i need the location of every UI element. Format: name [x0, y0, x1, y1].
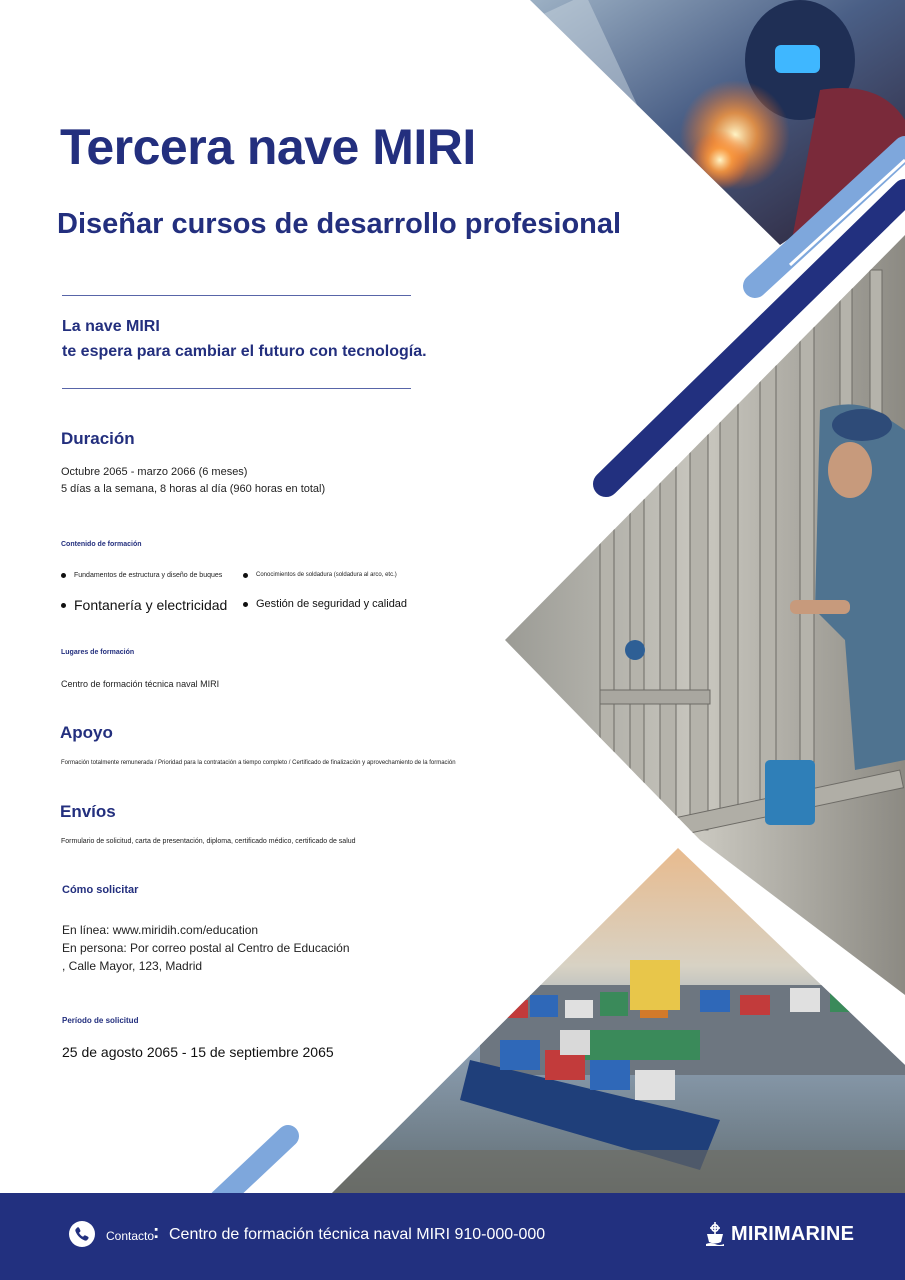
submissions-text: Formulario de solicitud, carta de presentación, diploma, certificado médico, certificado de salud — [61, 838, 356, 845]
footer-bar — [0, 1193, 905, 1280]
application-period-dates: 25 de agosto 2065 - 15 de septiembre 2065 — [62, 1044, 334, 1060]
how-to-apply-heading: Cómo solicitar — [62, 884, 139, 896]
support-text: Formación totalmente remunerada / Prioridad para la contratación a tiempo completo / Certificado de finalización y aprovechamiento de la formación — [61, 760, 456, 766]
support-heading: Apoyo — [60, 723, 113, 742]
apply-online-line: En línea: www.miridih.com/education — [62, 923, 259, 937]
content-heading: Contenido de formación — [61, 541, 142, 548]
locations-text: Centro de formación técnica naval MIRI — [61, 679, 220, 689]
phone-icon — [69, 1221, 95, 1247]
contact-colon: : — [153, 1222, 160, 1243]
contact-label: Contacto — [106, 1229, 155, 1243]
brand-name: MIRIMARINE — [731, 1222, 855, 1245]
content-item: Fontanería y electricidad — [74, 597, 228, 613]
list-item — [61, 597, 227, 613]
intro-line-2: te espera para cambiar el futuro con tecnología. — [62, 343, 427, 360]
duration-dates: Octubre 2065 - marzo 2066 (6 meses) — [61, 466, 248, 478]
content-item: Fundamentos de estructura y diseño de buques — [74, 572, 223, 579]
page-title: Tercera nave MIRI — [60, 119, 476, 175]
bullet-icon — [243, 573, 248, 578]
page-subtitle: Diseñar cursos de desarrollo profesional — [57, 208, 622, 240]
application-period-heading: Período de solicitud — [62, 1016, 139, 1025]
apply-in-person-line: En persona: Por correo postal al Centro de Educación — [62, 941, 350, 955]
intro-line-1: La nave MIRI — [62, 318, 160, 335]
list-item — [243, 598, 407, 610]
ship-wheel-icon — [706, 1222, 724, 1246]
contact-text: Centro de formación técnica naval MIRI 910-000-000 — [169, 1226, 546, 1243]
list-item — [61, 572, 222, 579]
duration-hours: 5 días a la semana, 8 horas al día (960 horas en total) — [61, 483, 326, 495]
bullet-icon — [61, 603, 66, 608]
locations-heading: Lugares de formación — [61, 649, 135, 656]
list-item — [243, 572, 397, 578]
divider-top — [62, 295, 411, 296]
accent-bar-light-bottom — [220, 1136, 288, 1200]
bullet-icon — [243, 602, 248, 607]
duration-heading: Duración — [61, 429, 135, 448]
apply-address-line: , Calle Mayor, 123, Madrid — [62, 959, 203, 973]
brand-logo — [706, 1222, 854, 1246]
content-item: Conocimientos de soldadura (soldadura al arco, etc.) — [256, 572, 397, 578]
submissions-heading: Envíos — [60, 802, 116, 821]
content-item: Gestión de seguridad y calidad — [256, 598, 408, 610]
bullet-icon — [61, 573, 66, 578]
divider-bottom — [62, 388, 411, 389]
